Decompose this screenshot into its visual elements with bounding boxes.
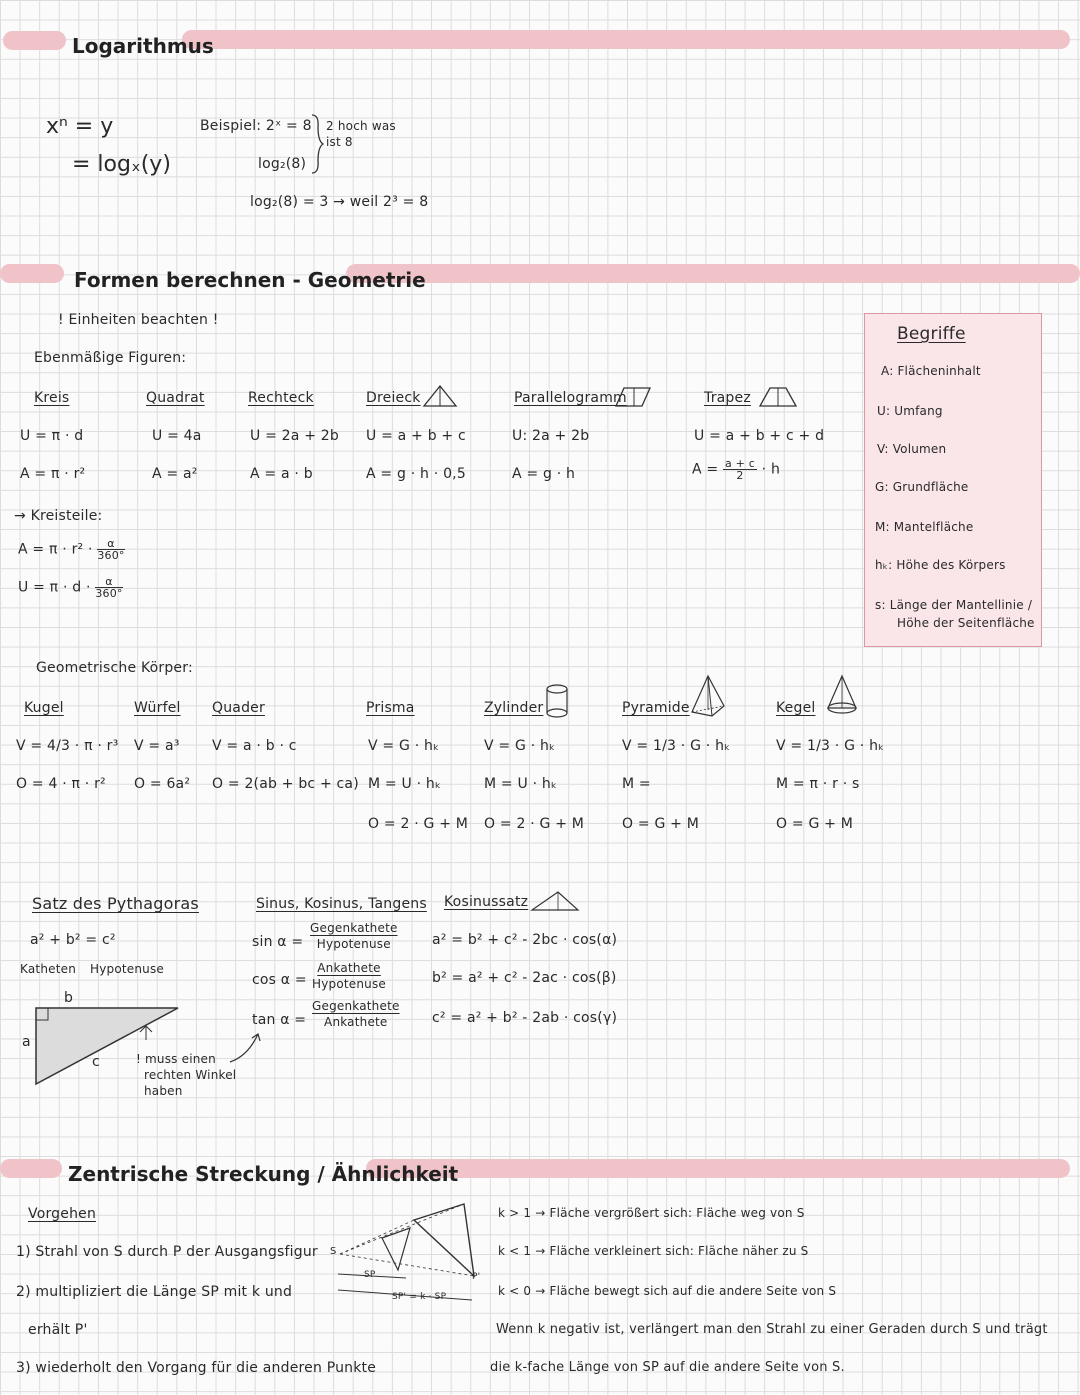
solid-surface-wuerfel: O = 6a²: [134, 776, 191, 792]
section-bar-right: [366, 1159, 1070, 1178]
vorgehen-heading: Vorgehen: [28, 1206, 97, 1222]
log-equation-2: = logₓ(y): [72, 152, 171, 177]
section-title-streckung: Zentrische Streckung / Ähnlichkeit: [68, 1162, 459, 1186]
solids-heading: Geometrische Körper:: [36, 660, 193, 676]
shape-perimeter-dreieck: U = a + b + c: [366, 428, 466, 444]
solid-lateral-pyramide: M =: [622, 776, 651, 792]
shape-area-kreis: A = π · r²: [20, 466, 86, 482]
shape-area-parallelogramm: A = g · h: [512, 466, 576, 482]
log-example: Beispiel: 2ˣ = 8: [200, 118, 312, 134]
cylinder-icon: [544, 683, 570, 719]
label-side-b: b: [64, 990, 74, 1006]
begriffe-title: Begriffe: [897, 324, 966, 344]
solid-volume-pyramide: V = 1/3 · G · hₖ: [622, 738, 731, 754]
shape-area-rechteck: A = a · b: [250, 466, 313, 482]
triangle-icon: [530, 890, 580, 912]
solid-name-kugel: Kugel: [24, 700, 64, 716]
trapez-fraction: $\frac{a + c}{2}$: [725, 457, 756, 482]
shape-name-parallelogramm: Parallelogramm: [514, 390, 627, 406]
arrow-icon: [228, 1030, 264, 1064]
solid-volume-kugel: V = 4/3 · π · r³: [16, 738, 119, 754]
brace-icon: [310, 113, 324, 175]
begriffe-box: [864, 313, 1042, 647]
solid-volume-prisma: V = G · hₖ: [368, 738, 440, 754]
pythagoras-formula: a² + b² = c²: [30, 932, 116, 948]
solid-name-quader: Quader: [212, 700, 265, 716]
k-rule: k < 1 → Fläche verkleinert sich: Fläche näher zu S: [498, 1244, 809, 1258]
begriffe-item: V: Volumen: [877, 442, 947, 456]
k-rule: k > 1 → Fläche vergrößert sich: Fläche weg von S: [498, 1206, 805, 1220]
dilation-sp-label: SP: [364, 1270, 376, 1280]
begriffe-item: M: Mantelfläche: [875, 520, 974, 534]
begriffe-item: s: Länge der Mantellinie /: [875, 598, 1033, 612]
section-bar-right: [182, 30, 1070, 49]
solid-volume-kegel: V = 1/3 · G · hₖ: [776, 738, 885, 754]
shape-area-quadrat: A = a²: [152, 466, 198, 482]
dilation-p-label: P': [472, 1272, 481, 1282]
section-title-formen: Formen berechnen - Geometrie: [74, 268, 426, 292]
kosinussatz-line: c² = a² + b² - 2ab · cos(γ): [432, 1010, 618, 1026]
k-negative-note: Wenn k negativ ist, verlängert man den Strahl zu einer Geraden durch S und trägt: [496, 1322, 1048, 1337]
section-bar-left: [3, 31, 66, 50]
right-angle-note: rechten Winkel: [144, 1068, 237, 1082]
solid-surface-kugel: O = 4 · π · r²: [16, 776, 106, 792]
shape-name-dreieck: Dreieck: [366, 390, 421, 406]
cos-fraction: Ankathete Hypotenuse: [312, 961, 387, 991]
begriffe-item: A: Flächeninhalt: [881, 364, 981, 378]
pythagoras-title: Satz des Pythagoras: [32, 894, 199, 913]
right-angle-note: ! muss einen: [136, 1052, 216, 1066]
solid-surface-quader: O = 2(ab + bc + ca): [212, 776, 359, 792]
kreisteile-perimeter: U = π · d · $\frac{\alpha}{360^\circ}$: [18, 575, 123, 600]
solid-name-pyramide: Pyramide: [622, 700, 690, 716]
solid-lateral-prisma: M = U · hₖ: [368, 776, 442, 792]
solid-lateral-zylinder: M = U · hₖ: [484, 776, 558, 792]
section-bar-left: [0, 1159, 62, 1178]
sin-label: sin α =: [252, 934, 304, 950]
kosinussatz-line: b² = a² + c² - 2ac · cos(β): [432, 970, 617, 986]
k-negative-note: die k-fache Länge von SP auf die andere Seite von S.: [490, 1360, 845, 1375]
log-example-note: 2 hoch was ist 8: [326, 119, 396, 149]
sin-fraction: Gegenkathete Hypotenuse: [310, 921, 398, 951]
solid-name-wuerfel: Würfel: [134, 700, 181, 716]
solid-lateral-kegel: M = π · r · s: [776, 776, 860, 792]
solid-volume-zylinder: V = G · hₖ: [484, 738, 556, 754]
label-side-a: a: [22, 1034, 31, 1050]
begriffe-item: Höhe der Seitenfläche: [897, 616, 1035, 630]
units-warning: ! Einheiten beachten !: [58, 312, 219, 328]
log-equation-1: xⁿ = y: [46, 114, 114, 139]
tan-fraction: Gegenkathete Ankathete: [312, 999, 400, 1029]
solid-surface-pyramide: O = G + M: [622, 816, 700, 832]
pyramid-icon: [688, 674, 728, 718]
section-title-logarithmus: Logarithmus: [72, 34, 214, 58]
cos-label: cos α =: [252, 972, 307, 988]
cone-icon: [824, 674, 860, 718]
solid-surface-kegel: O = G + M: [776, 816, 854, 832]
shape-perimeter-kreis: U = π · d: [20, 428, 84, 444]
begriffe-item: hₖ: Höhe des Körpers: [875, 558, 1006, 572]
solid-surface-zylinder: O = 2 · G + M: [484, 816, 585, 832]
trig-title: Sinus, Kosinus, Tangens: [256, 896, 427, 912]
shape-name-trapez: Trapez: [704, 390, 751, 406]
solid-volume-wuerfel: V = a³: [134, 738, 180, 754]
section-bar-right: [346, 264, 1080, 283]
kosinussatz-title: Kosinussatz: [444, 894, 529, 910]
parallelogram-icon: [614, 386, 652, 408]
step-1: 1) Strahl von S durch P der Ausgangsfigur: [16, 1244, 318, 1260]
shape-name-quadrat: Quadrat: [146, 390, 205, 406]
label-hypotenuse: Hypotenuse: [90, 962, 165, 976]
step-3: 3) wiederholt den Vorgang für die anderen Punkte: [16, 1360, 377, 1376]
label-side-c: c: [92, 1054, 100, 1070]
tan-label: tan α =: [252, 1012, 307, 1028]
step-2b: erhält P': [28, 1322, 88, 1338]
dilation-diagram: [332, 1198, 482, 1304]
solid-name-kegel: Kegel: [776, 700, 816, 716]
shape-perimeter-rechteck: U = 2a + 2b: [250, 428, 339, 444]
shape-name-rechteck: Rechteck: [248, 390, 314, 406]
shape-area-dreieck: A = g · h · 0,5: [366, 466, 466, 482]
kreisteile-heading: → Kreisteile:: [14, 508, 103, 524]
dilation-spk-label: SP' = k · SP: [392, 1292, 447, 1302]
log-example-log: log₂(8): [258, 156, 307, 172]
solid-surface-prisma: O = 2 · G + M: [368, 816, 469, 832]
label-katheten: Katheten: [20, 962, 76, 976]
shape-perimeter-quadrat: U = 4a: [152, 428, 202, 444]
begriffe-item: G: Grundfläche: [875, 480, 969, 494]
k-rule: k < 0 → Fläche bewegt sich auf die andere Seite von S: [498, 1284, 837, 1298]
shape-name-kreis: Kreis: [34, 390, 70, 406]
section-bar-left: [0, 264, 64, 283]
shape-perimeter-parallelogramm: U: 2a + 2b: [512, 428, 590, 444]
kosinussatz-line: a² = b² + c² - 2bc · cos(α): [432, 932, 618, 948]
solid-name-prisma: Prisma: [366, 700, 415, 716]
shape-area-trapez: A = $\frac{a + c}{2}$ · h: [692, 457, 781, 482]
begriffe-item: U: Umfang: [877, 404, 943, 418]
solid-name-zylinder: Zylinder: [484, 700, 544, 716]
dilation-center-label: S: [330, 1246, 337, 1257]
plane-figures-heading: Ebenmäßige Figuren:: [34, 350, 187, 366]
triangle-icon: [422, 384, 458, 410]
right-angle-note: haben: [144, 1084, 183, 1098]
log-example-result: log₂(8) = 3 → weil 2³ = 8: [250, 194, 429, 210]
trapezoid-icon: [758, 384, 798, 408]
shape-perimeter-trapez: U = a + b + c + d: [694, 428, 825, 444]
step-2: 2) multipliziert die Länge SP mit k und: [16, 1284, 293, 1300]
solid-volume-quader: V = a · b · c: [212, 738, 297, 754]
kreisteile-area: A = π · r² · $\frac{\alpha}{360^\circ}$: [18, 537, 125, 562]
